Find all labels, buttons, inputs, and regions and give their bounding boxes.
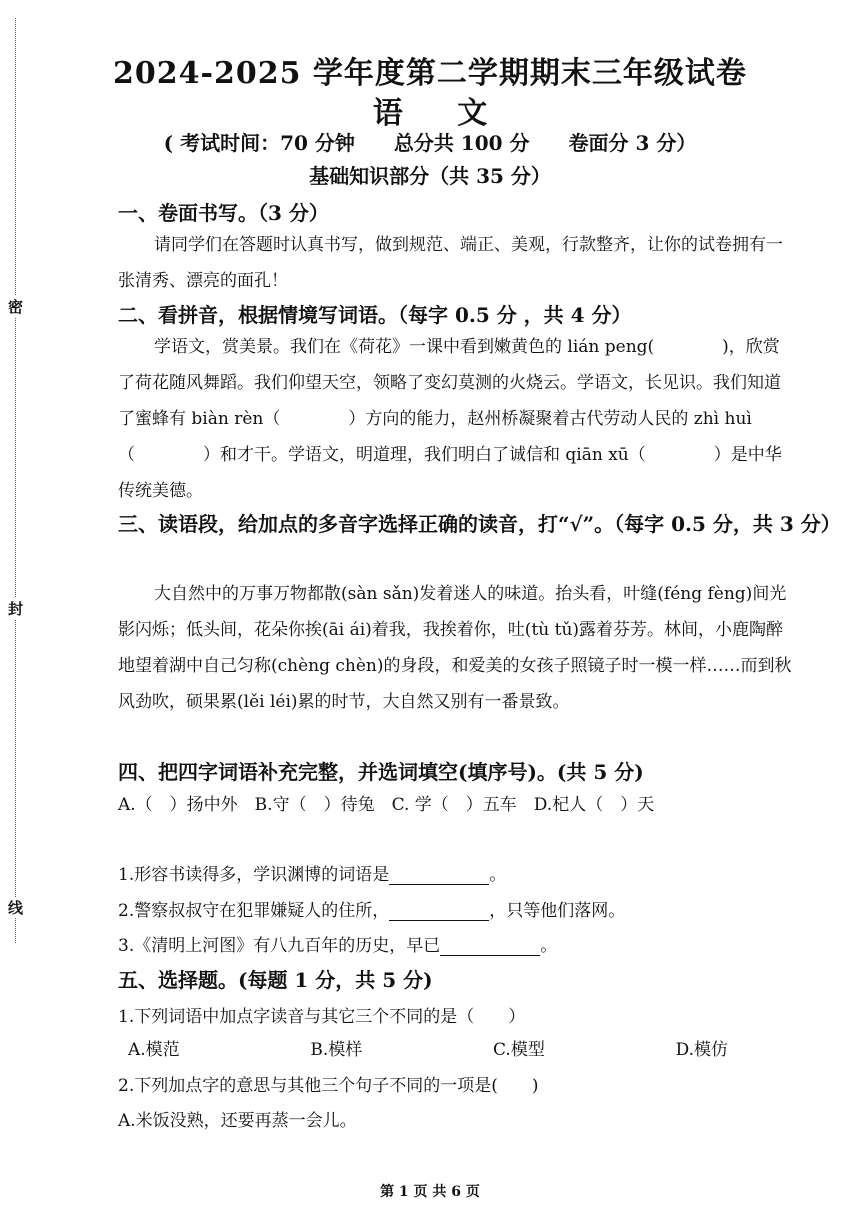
section-4-q1: [118, 860, 506, 885]
option-b[interactable]: B.模样: [310, 1040, 363, 1060]
section-2-text: 学语文，赏美景。我们在《荷花》一课中看到嫩黄色的 lián peng( )，欣赏了荷花随风舞蹈。我们仰望天空，领略了变幻莫测的火烧云。学语文，长见识。我们知道了蜜蜂有 biàn rèn（ ）方向的能力，赵州桥凝聚着古代劳动人民的 zhì huì（ ）和才干。学语文，明道理，我们明白了诚信和 qiān xū（ ）是中华传统美德。: [118, 337, 782, 501]
section-5-q1: 1.下列词语中加点字读音与其它三个不同的是（ ）: [118, 1007, 526, 1027]
section-5-heading: 五、选择题。(每题 1 分，共 5 分): [118, 968, 433, 992]
part-heading: 基础知识部分（共 35 分）: [309, 164, 551, 188]
q2-end: ，只等他们落网。: [489, 901, 626, 921]
total-score: 总分共 100 分: [393, 131, 530, 155]
section-4-q2: [118, 896, 625, 921]
seal-feng: 封: [8, 600, 24, 618]
section-5-q1-options: [128, 1035, 728, 1060]
neatness-score: 卷面分 3 分）: [568, 131, 697, 155]
section-5-q2-option-a: A.米饭没熟，还要再蒸一会儿。: [118, 1111, 357, 1131]
option-d[interactable]: D.模仿: [675, 1040, 728, 1060]
seal-xian: 线: [8, 899, 24, 917]
section-2-heading: 二、看拼音，根据情境写词语。（每字 0.5 分 ，共 4 分）: [118, 303, 632, 327]
option-c[interactable]: C.模型: [493, 1040, 545, 1060]
section-4-q3: [118, 931, 557, 956]
section-1-heading: 一、卷面书写。（3 分）: [118, 201, 329, 225]
q2-prompt: 2.警察叔叔守在犯罪嫌疑人的住所，: [118, 901, 390, 921]
page-footer: 第 1 页 共 6 页: [380, 1184, 480, 1200]
seal-mi: 密: [8, 298, 24, 316]
q3-end: 。: [540, 936, 558, 956]
q1-answer-blank[interactable]: [389, 866, 489, 885]
exam-info: [0, 127, 860, 156]
section-3-heading: 三、读语段，给加点的多音字选择正确的读音，打“√”。（每字 0.5 分，共 3 分）: [118, 512, 841, 536]
section-4-heading: 四、把四字词语补充完整，并选词填空(填序号)。(共 5 分): [118, 760, 644, 784]
subject-title: 语 文: [372, 96, 510, 131]
q3-answer-blank[interactable]: [440, 937, 540, 956]
q1-end: 。: [489, 865, 507, 885]
binding-margin-line: [15, 18, 16, 943]
q3-prompt: 3.《清明上河图》有八九百年的历史，早已: [118, 936, 441, 956]
exam-time: ( 考试时间：70 分钟: [163, 131, 355, 155]
exam-title: 2024-2025 学年度第二学期期末三年级试卷: [113, 56, 747, 91]
option-a[interactable]: A.模范: [128, 1040, 180, 1060]
section-5-q2: 2.下列加点字的意思与其他三个句子不同的一项是( ): [118, 1076, 539, 1096]
section-3-text: 大自然中的万事万物都散(sàn sǎn)发着迷人的味道。抬头看，叶缝(féng fèng)间光影闪烁；低头间，花朵你挨(āi ái)着我，我挨着你，吐(tù tǔ)露着芬芳。林间，小鹿陶醉地望着湖中自己匀称(chèng chèn)的身段，和爱美的女孩子照镜子时一模一样……而到秋风劲吹，硕果累(lěi léi)累的时节，大自然又别有一番景致。: [118, 584, 792, 712]
q1-prompt: 1.形容书读得多，学识渊博的词语是: [118, 865, 390, 885]
q2-answer-blank[interactable]: [389, 902, 489, 921]
section-4-options: A.（ ）扬中外 B.守（ ）待兔 C. 学（ ）五车 D.杞人（ ）天: [118, 795, 655, 815]
section-1-text: 请同学们在答题时认真书写，做到规范、端正、美观，行款整齐，让你的试卷拥有一张清秀、漂亮的面孔！: [118, 235, 783, 291]
